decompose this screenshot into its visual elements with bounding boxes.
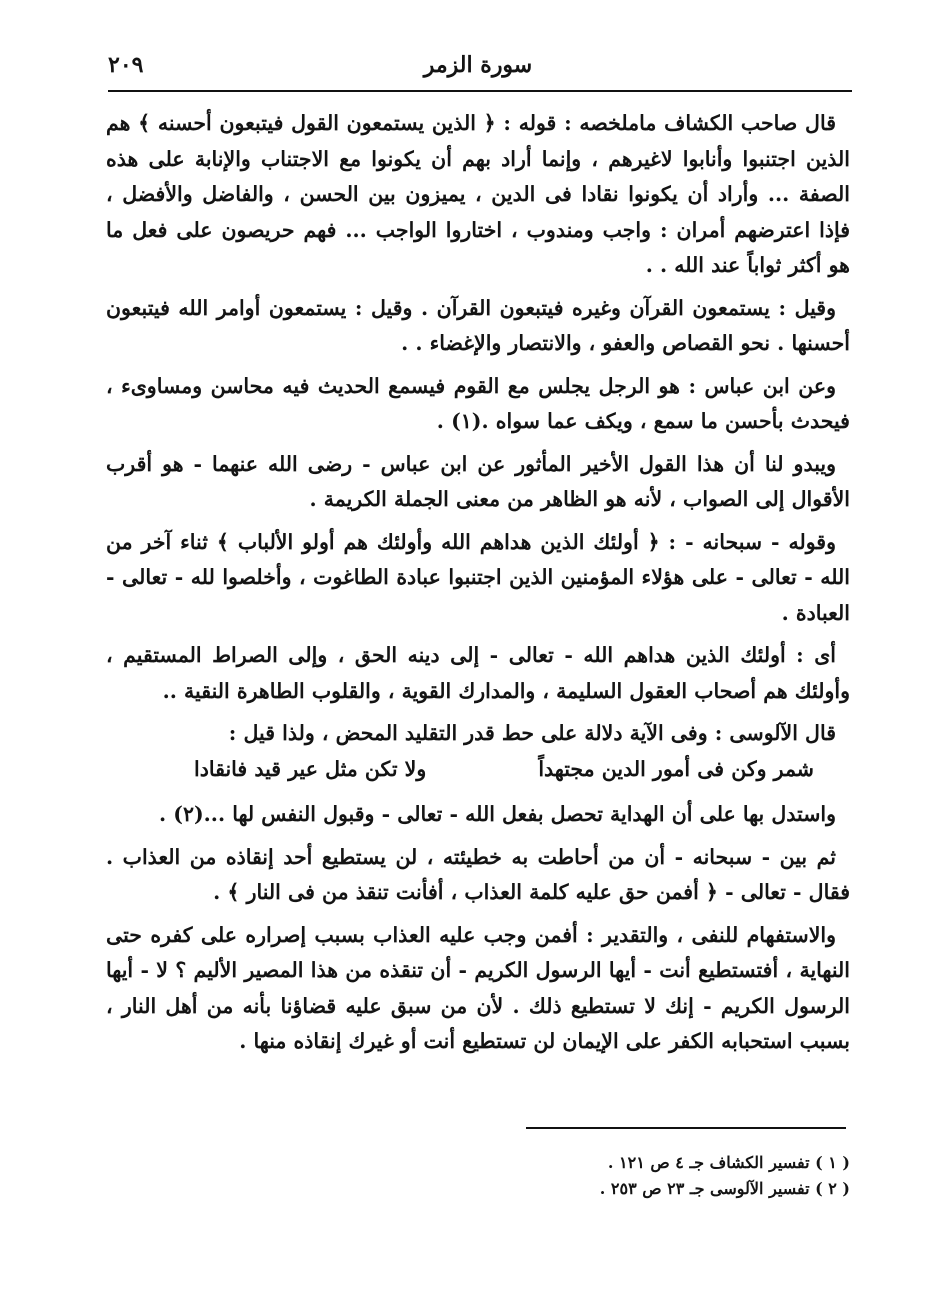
paragraph-guidance: واستدل بها على أن الهداية تحصل بفعل الله - تعالى - وقبول النفس لها ...(٢) .: [158, 802, 836, 826]
footnote-2: ( ٢ ) تفسير الآلوسى جـ ٢٣ ص ٢٥٣ .: [599, 1179, 850, 1198]
paragraph-verse-praise: وقوله - سبحانه - : ﴿ أولئك الذين هداهم الله وأولئك هم أولو الألباب ﴾ ثناء آخر من الله - تعالى - على هؤلاء المؤمنين الذين اجتنبوا عبادة الطاغوت ، وأخلصوا لله - تعالى - العبادة .: [106, 529, 850, 625]
footnote-divider: [526, 1127, 846, 1129]
footnote-1: ( ١ ) تفسير الكشاف جـ ٤ ص ١٢١ .: [607, 1153, 850, 1172]
poem-first-hemistich: شمر وكن فى أمور الدين مجتهداً: [538, 756, 814, 781]
paragraph-alusi: قال الآلوسى : وفى الآية دلالة على حط قدر التقليد المحض ، ولذا قيل :: [228, 721, 836, 745]
surah-title: سورة الزمر: [423, 52, 533, 78]
paragraph-kashshaf: قال صاحب الكشاف ماملخصه : قوله : ﴿ الذين يستمعون القول فيتبعون أحسنه ﴾ هم الذين اجتنبوا وأنابوا لاغيرهم ، وإنما أراد بهم أن يكونوا مع الاجتناب والإنابة على هذه الصفة ... وأراد أن يكونوا نقادا فى الدين ، يميزون بين الحسن ، والفاضل والأفضل ، فإذا اعترضهم أمران : واجب ومندوب ، اختاروا الواجب ... فهم حريصون على فعل ما هو أكثر ثواباً عند الله . .: [106, 111, 850, 277]
paragraph-verse-punishment: ثم بين - سبحانه - أن من أحاطت به خطيئته ، لن يستطيع أحد إنقاذه من العذاب . فقال - تعالى - ﴿ أفمن حق عليه كلمة العذاب ، أفأنت تنقذ من فى النار ﴾ .: [106, 844, 850, 904]
paragraph-qil: وقيل : يستمعون القرآن وغيره فيتبعون القرآن . وقيل : يستمعون أوامر الله فيتبعون أحسنها . نحو القصاص والعفو ، والانتصار والإغضاء . .: [106, 295, 850, 355]
header-divider: [108, 90, 852, 92]
footnotes: [420, 1150, 850, 1202]
paragraph-opinion: ويبدو لنا أن هذا القول الأخير المأثور عن ابن عباس - رضى الله عنهما - هو أقرب الأقوال إلى الصواب ، لأنه هو الظاهر من معنى الجملة الكريمة .: [106, 451, 850, 511]
poem-second-hemistich: ولا تكن مثل عير قيد فانقادا: [194, 756, 427, 781]
paragraph-ibn-abbas: وعن ابن عباس : هو الرجل يجلس مع القوم فيسمع الحديث فيه محاسن ومساوىء ، فيحدث بأحسن ما سمع ، ويكف عما سواه .(١) .: [106, 373, 850, 433]
page-header: [108, 50, 848, 86]
main-text: [106, 106, 850, 1067]
poem-verse: [106, 752, 850, 788]
paragraph-interrogative: والاستفهام للنفى ، والتقدير : أفمن وجب عليه العذاب بسبب إصراره على كفره حتى النهاية ، أفتستطيع أنت - أيها الرسول الكريم - أن تنقذه من هذا المصير الأليم ؟ لا - أيها الرسول الكريم - إنك لا تستطيع ذلك . لأن من سبق عليه قضاؤنا بأنه من أهل النار ، بسبب استحبابه الكفر على الإيمان لن تستطيع أنت أو غيرك إنقاذه منها .: [106, 922, 850, 1053]
page-number: ٢٠٩: [108, 52, 144, 78]
paragraph-explanation: أى : أولئك الذين هداهم الله - تعالى - إلى دينه الحق ، وإلى الصراط المستقيم ، وأولئك هم أصحاب العقول السليمة ، والمدارك القوية ، والقلوب الطاهرة النقية ..: [106, 643, 850, 703]
